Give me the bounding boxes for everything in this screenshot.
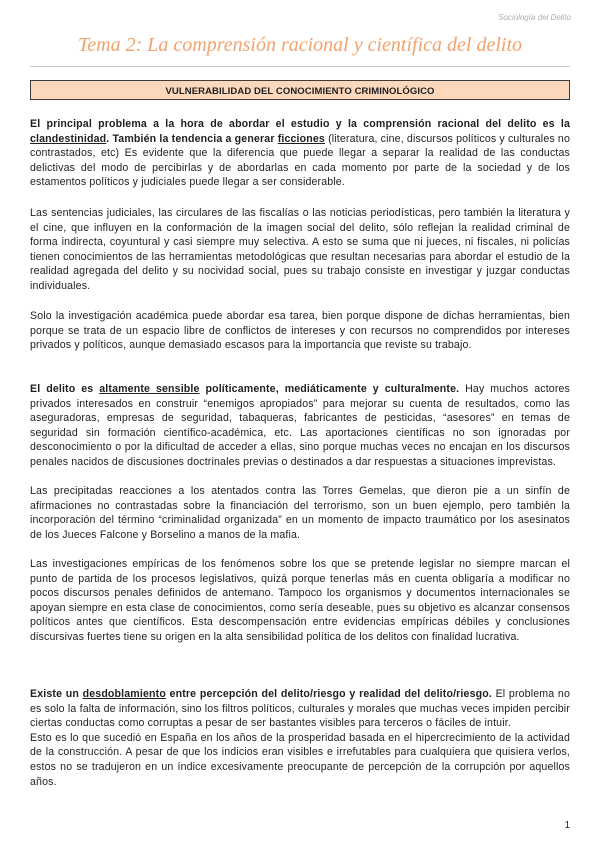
paragraph-investigaciones-empiricas [30, 557, 570, 645]
paragraph-sensibilidad [30, 382, 570, 470]
section-heading: VULNERABILIDAD DEL CONOCIMIENTO CRIMINOLÓGICO [165, 86, 435, 97]
bold-lead-text: políticamente, mediáticamente y culturalmente. [199, 383, 460, 395]
desdoblamiento-section [30, 687, 570, 789]
running-header: Sociología del Delito [498, 13, 571, 22]
title-divider [30, 66, 570, 67]
bold-lead-text: El delito es [30, 383, 100, 395]
bold-lead-text: El principal problema a la hora de abordar el estudio y la comprensión racional del delito es la [30, 118, 570, 130]
bold-lead-text: . También la tendencia a generar [106, 132, 278, 145]
paragraph-clandestinidad [30, 117, 570, 190]
bold-lead-text: Existe un [30, 688, 83, 700]
key-term-ficciones: ficciones [277, 132, 325, 145]
paragraph-sentencias [30, 206, 570, 294]
paragraph-desdoblamiento [30, 687, 570, 731]
body-text: Esto es lo que sucedió en España en los años de la prosperidad basada en el hipercrecimiento de la actividad de la construcción. A pesar de que los indicios eran visibles e irrefutables para cualquiera que quisiera verlos, estos no se tradujeron en un índice excesivamente preocupante de percepción de la corrupción por aquellos años. [30, 731, 570, 788]
body-text: (literatura, cine, discursos políticos y culturales no contrastados, etc) Es evidente que la diferencia que puede llegar a separar la realidad de las conductas delictivas del modo de percibirlas y de abordarlas en cada momento por parte de la sociedad y de los estamentos políticos y judiciales puede llegar a ser considerable. [30, 132, 570, 189]
body-text: El problema no es solo la falta de información, sino los filtros políticos, culturales y morales que muchas veces impiden percibir ciertas conductas como corruptas a pesar de ser bastantes visibles para terceros o fáciles de intuir. [30, 688, 570, 730]
page-title: Tema 2: La comprensión racional y científica del delito [77, 34, 522, 56]
body-text: Hay muchos actores privados interesados en construir “enemigos apropiados” para mejorar su cuenta de resultados, como las aseguradoras, empresas de seguridad, tabaqueras, fabricantes de pesticidas, “asesores” en temas de seguridad sin formación científico-académica, etc. Las aportaciones científicas no son ignoradas por desconocimiento o por la dificultad de acceder a ellas, sino porque muchas veces no encajan en los discursos penales nacidos de discusiones doctrinales previas o destinados a dar respuestas a situaciones imprevistas. [30, 383, 570, 468]
paragraph-espana-construccion [30, 731, 570, 789]
paragraph-investigacion-academica [30, 309, 570, 353]
key-term-clandestinidad: clandestinidad [30, 132, 107, 145]
body-text: Las sentencias judiciales, las circulares de las fiscalías o las noticias periodísticas, pero también la literatura y el cine, que influyen en la conformación de la imagen social del delito, sólo reflejan la realidad criminal de forma indirecta, coyuntural y casi siempre muy selectiva. A esto se suma que ni jueces, ni fiscales, ni policías tienen conocimientos de las herramientas metodológicas que resultan necesarias para abordar el estudio de la realidad agregada del delito y su nocividad social, pues su trabajo consiste en investigar y juzgar conductas individuales. [30, 207, 570, 292]
key-term-desdoblamiento: desdoblamiento [82, 688, 166, 700]
body-text: Las investigaciones empíricas de los fenómenos sobre los que se pretende legislar no siempre marcan el punto de partida de los procesos legislativos, quizá porque tenerlas más en cuenta obligaría a modificar no pocos discursos penales definidos de antemano. Tampoco los organismos y documentos internacionales se apoyan siempre en esta clase de conocimientos, como sería deseable, pues su objetivo es alcanzar consensos políticos antes que científicos. Esta descompensación entre evidencias empíricas débiles y conclusiones discursivas fuertes tiene su origen en la alta sensibilidad política de los delitos con finalidad lucrativa. [30, 558, 570, 643]
key-term-altamente-sensible: altamente sensible [99, 383, 200, 395]
section-heading-box [30, 80, 570, 100]
paragraph-torres-gemelas [30, 484, 570, 542]
body-text: Solo la investigación académica puede abordar esa tarea, bien porque dispone de dichas herramientas, bien porque se trata de un espacio libre de conflictos de intereses y con recursos no comprendidos por intereses privados y políticos, aunque demasiado escasos para la importancia que reviste su trabajo. [30, 310, 570, 352]
bold-lead-text: entre percepción del delito/riesgo y realidad del delito/riesgo. [165, 688, 492, 700]
page-number: 1 [564, 820, 570, 831]
body-text: Las precipitadas reacciones a los atentados contra las Torres Gemelas, que dieron pie a un sinfín de afirmaciones no contrastadas sobre la financiación del terrorismo, son un buen ejemplo, pero también la incorporación del término “criminalidad organizada” en un momento de impacto traumático por los asesinatos de los Jueces Falcone y Borselino a manos de la mafia. [30, 485, 570, 541]
